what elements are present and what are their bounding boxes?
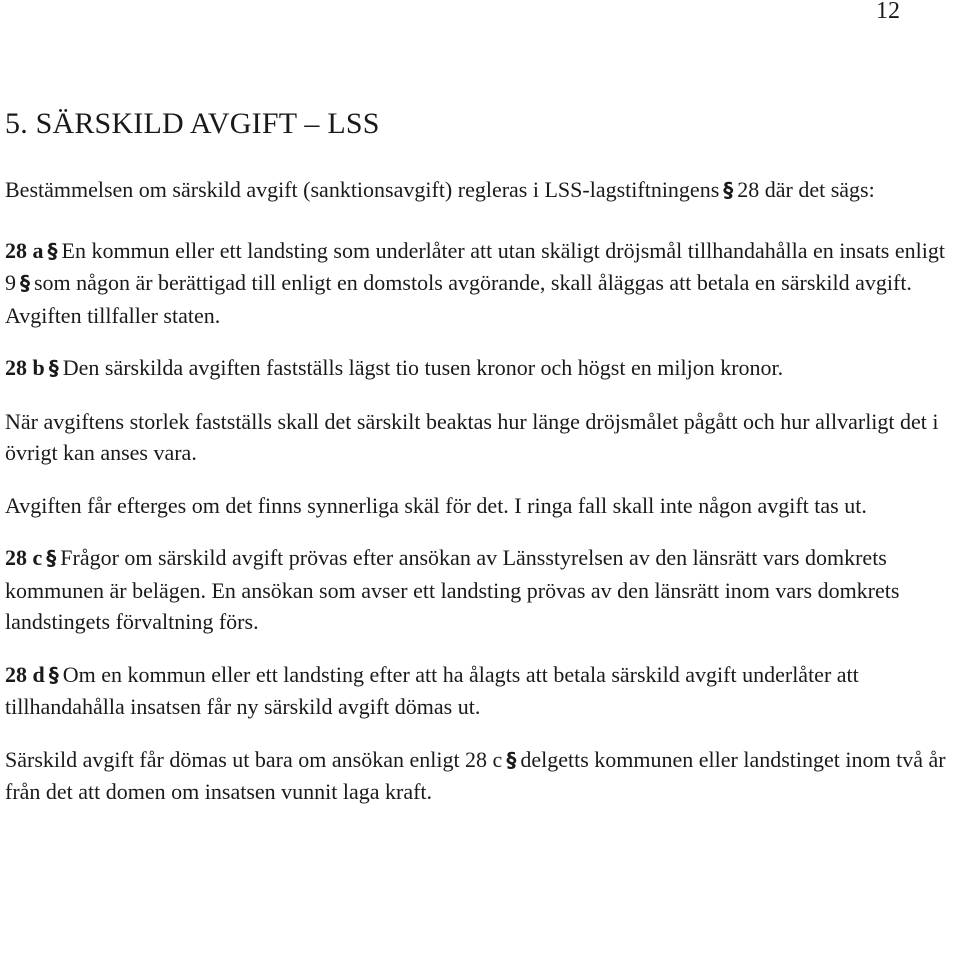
intro-text-after: 28 där det sägs: <box>737 177 875 202</box>
paragraph-28a <box>5 235 957 332</box>
intro-text-before: Bestämmelsen om särskild avgift (sanktionsavgift) regleras i LSS-lagstiftningens <box>5 177 720 202</box>
document-body <box>5 174 957 808</box>
paragraph-text: Den särskilda avgiften fastställs lägst tio tusen kronor och högst en miljon kronor. <box>62 355 784 380</box>
paragraph-28c <box>5 542 957 638</box>
paragraph-text: Särskild avgift får dömas ut bara om ansökan enligt 28 c <box>5 746 503 772</box>
paragraph-28d <box>5 659 957 723</box>
section-sign: § <box>723 178 734 202</box>
paragraph-final <box>5 744 957 808</box>
paragraph-number: 28 a <box>5 237 44 263</box>
section-sign: § <box>20 271 30 295</box>
section-sign: § <box>47 238 58 263</box>
section-heading: 5. SÄRSKILD AVGIFT – LSS <box>5 107 380 140</box>
section-sign: § <box>46 546 57 570</box>
paragraph-text: som någon är berättigad till enligt en domstols avgörande, skall åläggas att betala en särskild avgift. Avgiften tillfaller staten. <box>5 270 912 328</box>
paragraph-number: 28 d <box>5 661 45 687</box>
paragraph-text: En kommun eller ett landsting som underlåter att utan skäligt dröjsmål tillhandahålla en insats enligt 9 <box>5 237 945 295</box>
paragraph-text: Frågor om särskild avgift prövas efter ansökan av Länsstyrelsen av den länsrätt vars domkrets kommunen är belägen. En ansökan som avser ett landsting prövas av den länsrätt inom vars domkrets landstingets förvaltning förs. <box>5 545 900 634</box>
paragraph-number: 28 c <box>5 545 43 570</box>
paragraph-text: delgetts kommunen eller landstinget inom två år från det att domen om insatsen vunnit laga kraft. <box>5 746 946 804</box>
paragraph-efterges: Avgiften får efterges om det finns synnerliga skäl för det. I ringa fall skall inte någon avgift tas ut. <box>5 492 867 518</box>
page-number: 12 <box>876 0 900 24</box>
section-sign: § <box>48 356 59 380</box>
paragraph-number: 28 b <box>5 355 45 380</box>
paragraph-storlek: När avgiftens storlek fastställs skall det särskilt beaktas hur länge dröjsmålet pågått och hur allvarligt det i övrigt kan anses vara. <box>5 408 939 465</box>
section-sign: § <box>48 662 59 687</box>
section-sign: § <box>506 747 517 772</box>
paragraph-28b <box>5 352 957 385</box>
intro-paragraph <box>5 174 957 207</box>
paragraph-text: Om en kommun eller ett landsting efter att ha ålagts att betala särskild avgift underlåter att tillhandahålla insatsen får ny särskild avgift dömas ut. <box>5 661 859 719</box>
